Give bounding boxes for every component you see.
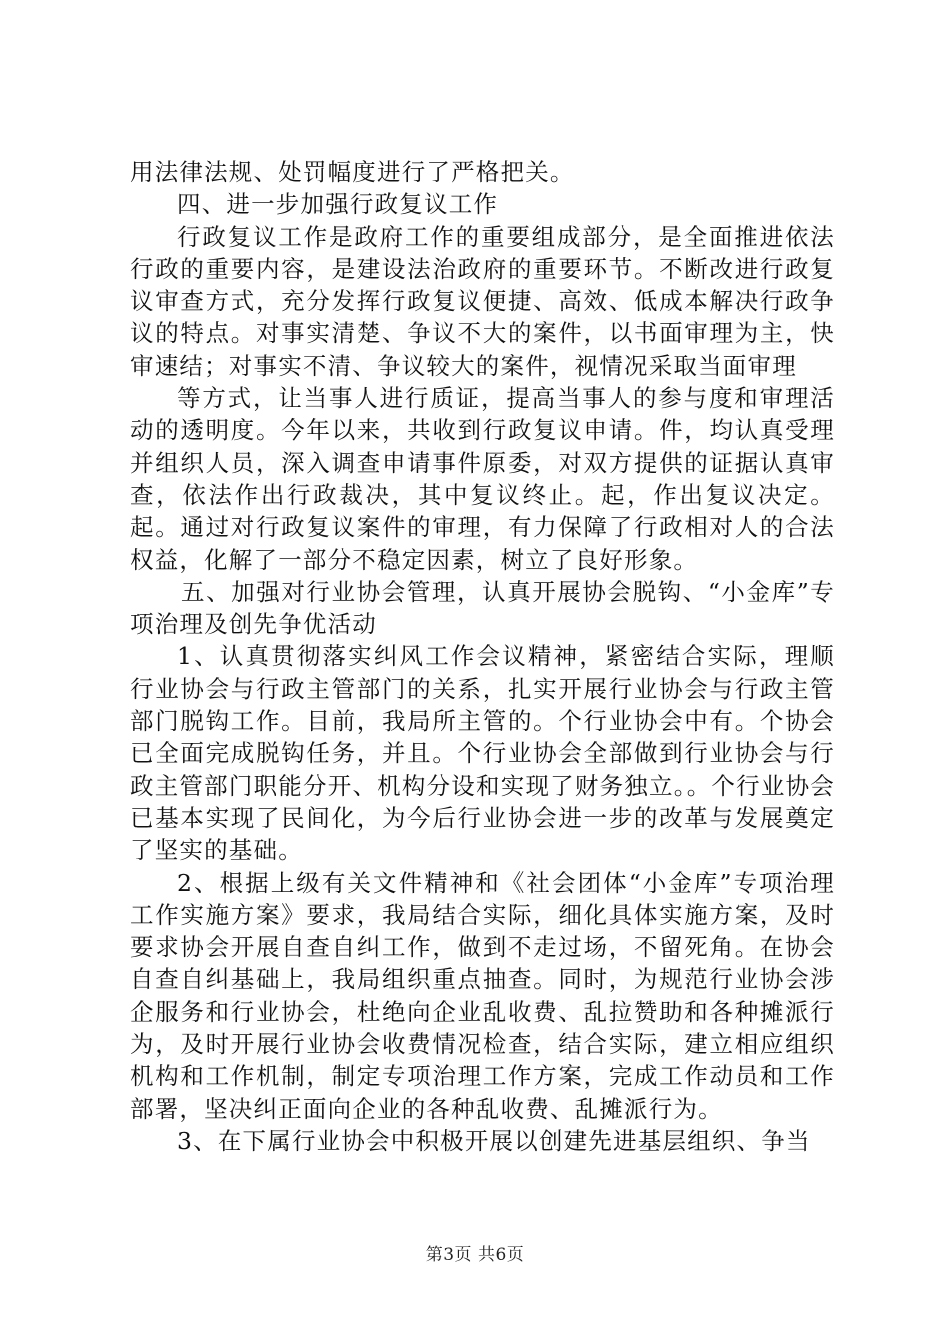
page-number-footer: 第3页 共6页 xyxy=(425,1245,525,1265)
paragraph: 2、根据上级有关文件精神和《社会团体“小金库”专项治理工作实施方案》要求，我局结合实际，细化具体实施方案，及时要求协会开展自查自纠工作，做到不走过场，不留死角。在协会自查自纠基础上，我局组织重点抽查。同时，为规范行业协会涉企服务和行业协会，杜绝向企业乱收费、乱拉赞助和各种摊派行为，及时开展行业协会收费情况检查，结合实际，建立相应组织机构和工作机制，制定专项治理工作方案，完成工作动员和工作部署，坚决纠正面向企业的各种乱收费、乱摊派行为。 xyxy=(130,868,835,1123)
document-body xyxy=(130,156,835,1157)
paragraph: 3、在下属行业协会中积极开展以创建先进基层组织、争当 xyxy=(177,1126,811,1155)
paragraph: 行政复议工作是政府工作的重要组成部分，是全面推进依法行政的重要内容，是建设法治政府的重要环节。不断改进行政复议审查方式，充分发挥行政复议便捷、高效、低成本解决行政争议的特点。对事实清楚、争议不大的案件，以书面审理为主，快审速结；对事实不清、争议较大的案件，视情况采取当面审理 xyxy=(130,222,835,380)
section-heading-5: 五、加强对行业协会管理，认真开展协会脱钩、“小金库”专项治理及创先争优活动 xyxy=(130,577,835,639)
section-heading-4: 四、进一步加强行政复议工作 xyxy=(177,190,499,219)
paragraph: 等方式，让当事人进行质证，提高当事人的参与度和审理活动的透明度。今年以来，共收到行政复议申请。件，均认真受理并组织人员，深入调查申请事件原委，对双方提供的证据认真审查，依法作出行政裁决，其中复议终止。起，作出复议决定。起。通过对行政复议案件的审理，有力保障了行政相对人的合法权益，化解了一部分不稳定因素，树立了良好形象。 xyxy=(130,384,835,574)
paragraph: 1、认真贯彻落实纠风工作会议精神，紧密结合实际，理顺行业协会与行政主管部门的关系，扎实开展行业协会与行政主管部门脱钩工作。目前，我局所主管的。个行业协会中有。个协会已全面完成脱钩任务，并且。个行业协会全部做到行业协会与行政主管部门职能分开、机构分设和实现了财务独立。。个行业协会已基本实现了民间化，为今后行业协会进一步的改革与发展奠定了坚实的基础。 xyxy=(130,642,835,865)
paragraph-continuation: 用法律法规、处罚幅度进行了严格把关。 xyxy=(130,158,575,186)
